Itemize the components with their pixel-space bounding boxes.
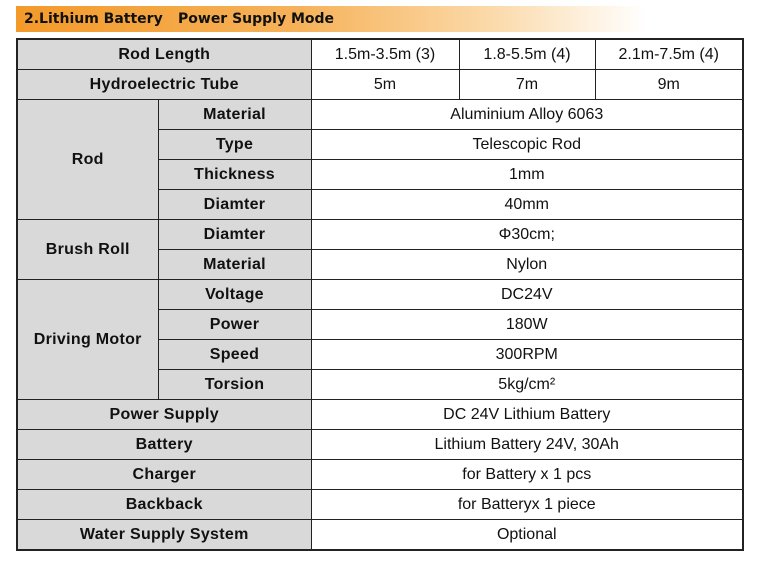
row-label-hydro-tube: Hydroelectric Tube (17, 70, 311, 100)
row-label-charger: Charger (17, 460, 311, 490)
sub-label-rod-diameter: Diamter (158, 190, 311, 220)
group-label-driving-motor: Driving Motor (17, 280, 158, 400)
sub-label-brush-diameter: Diamter (158, 220, 311, 250)
rod-length-value-2: 1.8-5.5m (4) (459, 39, 595, 70)
brush-material-value: Nylon (311, 250, 743, 280)
sub-label-motor-voltage: Voltage (158, 280, 311, 310)
table-row (17, 220, 743, 250)
table-row (17, 280, 743, 310)
sub-label-rod-type: Type (158, 130, 311, 160)
table-row (17, 400, 743, 430)
table-row (17, 100, 743, 130)
rod-length-value-3: 2.1m-7.5m (4) (595, 39, 743, 70)
table-row (17, 39, 743, 70)
brush-diameter-value: Φ30cm; (311, 220, 743, 250)
hydro-tube-value-2: 7m (459, 70, 595, 100)
row-label-water-supply: Water Supply System (17, 520, 311, 551)
table-row (17, 70, 743, 100)
sub-label-rod-thickness: Thickness (158, 160, 311, 190)
motor-voltage-value: DC24V (311, 280, 743, 310)
charger-value: for Battery x 1 pcs (311, 460, 743, 490)
group-label-brush-roll: Brush Roll (17, 220, 158, 280)
power-supply-value: DC 24V Lithium Battery (311, 400, 743, 430)
row-label-rod-length: Rod Length (17, 39, 311, 70)
table-row (17, 490, 743, 520)
battery-value: Lithium Battery 24V, 30Ah (311, 430, 743, 460)
section-number-title: 2.Lithium Battery (24, 11, 163, 27)
rod-type-value: Telescopic Rod (311, 130, 743, 160)
table-row (17, 520, 743, 551)
motor-torsion-value: 5kg/cm² (311, 370, 743, 400)
group-label-rod: Rod (17, 100, 158, 220)
table-row (17, 430, 743, 460)
section-mode-title: Power Supply Mode (178, 11, 335, 27)
sub-label-motor-torsion: Torsion (158, 370, 311, 400)
rod-thickness-value: 1mm (311, 160, 743, 190)
sub-label-rod-material: Material (158, 100, 311, 130)
section-banner (16, 6, 646, 32)
table-row (17, 460, 743, 490)
row-label-backback: Backback (17, 490, 311, 520)
spec-table (16, 38, 744, 551)
rod-material-value: Aluminium Alloy 6063 (311, 100, 743, 130)
motor-speed-value: 300RPM (311, 340, 743, 370)
motor-power-value: 180W (311, 310, 743, 340)
rod-diameter-value: 40mm (311, 190, 743, 220)
sub-label-brush-material: Material (158, 250, 311, 280)
backback-value: for Batteryx 1 piece (311, 490, 743, 520)
row-label-power-supply: Power Supply (17, 400, 311, 430)
water-supply-value: Optional (311, 520, 743, 551)
row-label-battery: Battery (17, 430, 311, 460)
hydro-tube-value-1: 5m (311, 70, 459, 100)
hydro-tube-value-3: 9m (595, 70, 743, 100)
sub-label-motor-speed: Speed (158, 340, 311, 370)
sub-label-motor-power: Power (158, 310, 311, 340)
rod-length-value-1: 1.5m-3.5m (3) (311, 39, 459, 70)
